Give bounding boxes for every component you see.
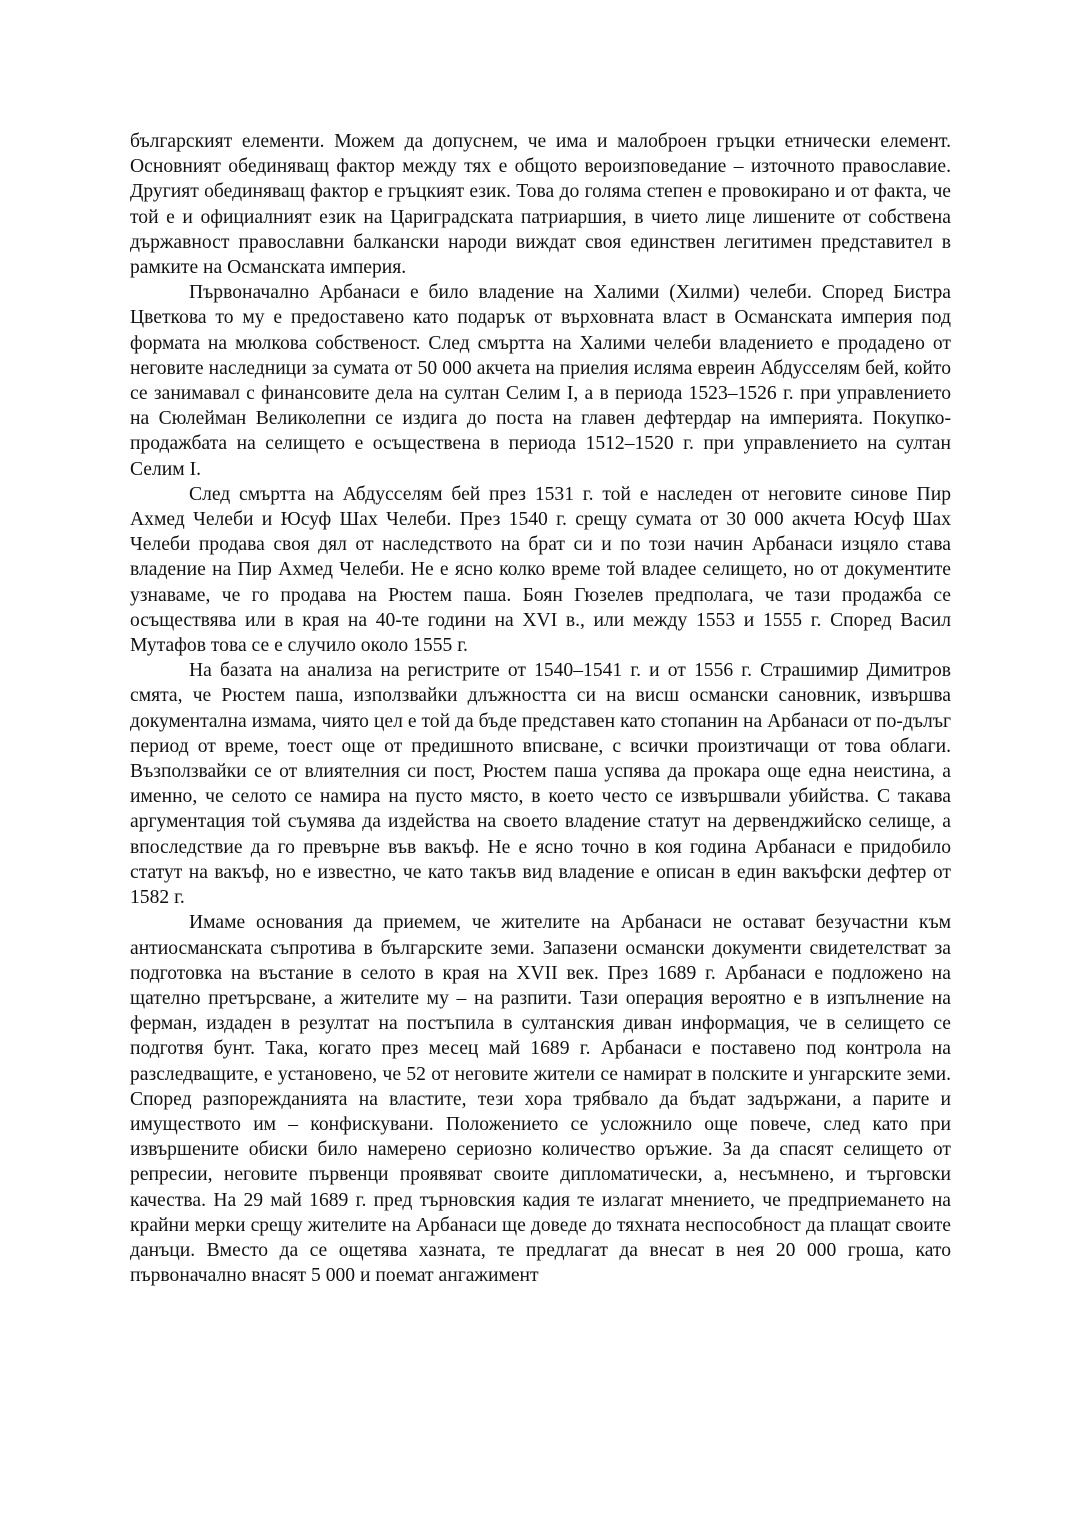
paragraph-1: българският елементи. Можем да допуснем, че има и малоброен гръцки етнически елемент. Основният обединяващ фактор между тях е общото вероизповедание – източното православие. Другият обединяващ фактор е гръцкият език. Това до голяма степен е провокирано и от факта, че той е и официалният език на Цариградската патриаршия, в чието лице лишените от собствена държавност православни балкански народи виждат своя единствен легитимен представител в рамките на Османската империя. [130, 131, 951, 279]
document-body [130, 129, 951, 1288]
paragraph-3: След смъртта на Абдусселям бей през 1531 г. той е наследен от неговите синове Пир Ахмед Челеби и Юсуф Шах Челеби. През 1540 г. срещу сумата от 30 000 акчета Юсуф Шах Челеби продава своя дял от наследството на брат си и по този начин Арбанаси изцяло става владение на Пир Ахмед Челеби. Не е ясно колко време той владее селището, но от документите узнаваме, че го продава на Рюстем паша. Боян Гюзелев предполага, че тази продажба се осъществява или в края на 40-те години на XVI в., или между 1553 и 1555 г. Според Васил Мутафов това се е случило около 1555 г. [130, 483, 951, 657]
paragraph-2: Първоначално Арбанаси е било владение на Халими (Хилми) челеби. Според Бистра Цветкова то му е предоставено като подарък от върховната власт в Османската империя под формата на мюлкова собственост. След смъртта на Халими челеби владението е продадено от неговите наследници за сумата от 50 000 акчета на приелия исляма евреин Абдусселям бей, който се занимавал с финансовите дела на султан Селим I, а в периода 1523–1526 г. при управлението на Сюлейман Великолепни се издига до поста на главен дефтердар на империята. Покупко-продажбата на селището е осъществена в периода 1512–1520 г. при управлението на султан Селим I. [130, 282, 951, 480]
paragraph-4: На базата на анализа на регистрите от 1540–1541 г. и от 1556 г. Страшимир Димитров смята, че Рюстем паша, използвайки длъжността си на висш османски сановник, извършва документална измама, чиято цел е той да бъде представен като стопанин на Арбанаси от по-дълъг период от време, тоест още от предишното вписване, с всички произтичащи от това облаги. Възползвайки се от влиятелния си пост, Рюстем паша успява да прокара още една неистина, а именно, че селото се намира на пусто място, в което често се извършвали убийства. С такава аргументация той съумява да издейства на своето владение статут на дервенджийско селище, а впоследствие да го превърне във вакъф. Не е ясно точно в коя година Арбанаси е придобило статут на вакъф, но е известно, че като такъв вид владение е описан в един вакъфски дефтер от 1582 г. [130, 660, 951, 909]
paragraph-5: Имаме основания да приемем, че жителите на Арбанаси не остават безучастни към антиосманската съпротива в българските земи. Запазени османски документи свидетелстват за подготовка на въстание в селото в края на XVII век. През 1689 г. Арбанаси е подложено на щателно претърсване, а жителите му – на разпити. Тази операция вероятно е в изпълнение на ферман, издаден в резултат на постъпила в султанския диван информация, че в селището се подготвя бунт. Така, когато през месец май 1689 г. Арбанаси е поставено под контрола на разследващите, е установено, че 52 от неговите жители се намират в полските и унгарските земи. Според разпорежданията на властите, тези хора трябвало да бъдат задържани, а парите и имуществото им – конфискувани. Положението се усложнило още повече, след като при извършените обиски било намерено сериозно количество оръжие. За да спасят селището от репресии, неговите първенци проявяват своите дипломатически, а, несъмнено, и търговски качества. На 29 май 1689 г. пред търновския кадия те излагат мнението, че предприемането на крайни мерки срещу жителите на Арбанаси ще доведе до тяхната неспособност да плащат своите данъци. Вместо да се ощетява хазната, те предлагат да внесат в нея 20 000 гроша, като първоначално внасят 5 000 и поемат ангажимент [130, 912, 951, 1287]
